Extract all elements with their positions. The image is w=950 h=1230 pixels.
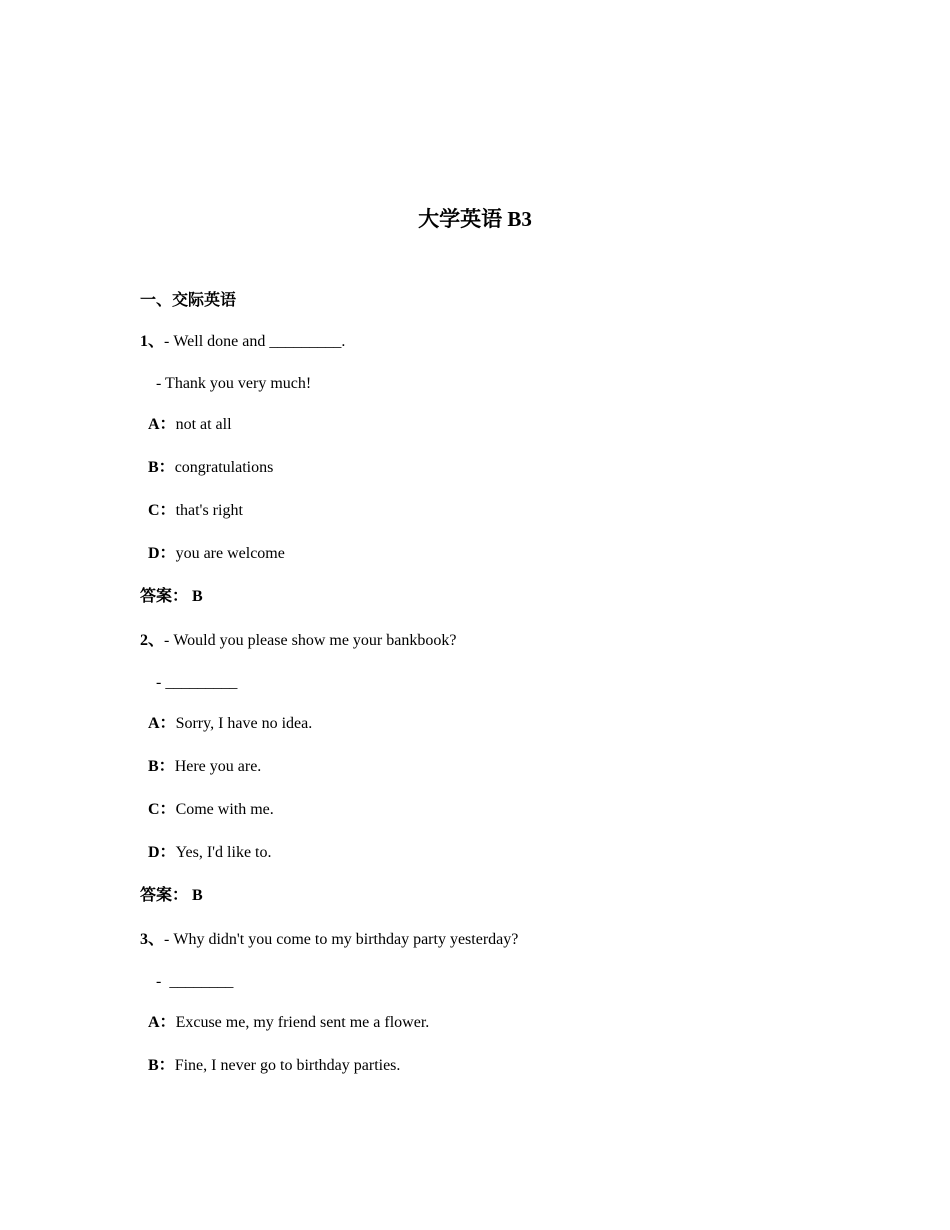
option-b: [148, 457, 273, 479]
option-label: B：: [148, 459, 175, 476]
question-number: 1、: [140, 333, 165, 350]
question-1: [140, 331, 345, 353]
option-text: that's right: [175, 502, 243, 519]
question-prompt: - Would you please show me your bankbook?: [164, 632, 457, 649]
option-b: [148, 756, 261, 778]
question-number: 3、: [140, 931, 165, 948]
question-reply: - ________: [156, 973, 234, 990]
answer-line: [140, 885, 203, 907]
option-b: [148, 1055, 400, 1077]
option-text: Here you are.: [174, 758, 262, 775]
option-d: [148, 543, 285, 565]
document-title: 大学英语 B3: [418, 207, 532, 231]
option-label: A：: [148, 1014, 176, 1031]
section-heading: 一、交际英语: [140, 292, 237, 309]
option-c: [148, 799, 274, 821]
question-2: [140, 630, 456, 652]
option-d: [148, 842, 272, 864]
option-a: [148, 713, 312, 735]
option-label: D：: [148, 844, 176, 861]
option-text: Excuse me, my friend sent me a flower.: [175, 1014, 430, 1031]
answer-value: B: [192, 588, 203, 605]
option-label: C：: [148, 502, 176, 519]
option-label: D：: [148, 545, 176, 562]
option-label: A：: [148, 715, 176, 732]
option-c: [148, 500, 243, 522]
option-text: Sorry, I have no idea.: [175, 715, 313, 732]
question-prompt: - Well done and _________.: [164, 333, 346, 350]
question-prompt: - Why didn't you come to my birthday party yesterday?: [164, 931, 519, 948]
option-label: B：: [148, 758, 175, 775]
option-a: [148, 414, 232, 436]
question-number: 2、: [140, 632, 165, 649]
option-text: Yes, I'd like to.: [175, 844, 272, 861]
answer-label: 答案：: [140, 887, 189, 904]
option-text: you are welcome: [175, 545, 285, 562]
option-text: not at all: [175, 416, 232, 433]
question-3: [140, 929, 518, 951]
option-label: B：: [148, 1057, 175, 1074]
answer-label: 答案：: [140, 588, 189, 605]
option-text: Come with me.: [175, 801, 274, 818]
option-text: Fine, I never go to birthday parties.: [174, 1057, 401, 1074]
option-a: [148, 1012, 429, 1034]
option-label: C：: [148, 801, 176, 818]
question-reply: - _________: [156, 674, 238, 691]
answer-line: [140, 586, 203, 608]
option-text: congratulations: [174, 459, 274, 476]
option-label: A：: [148, 416, 176, 433]
question-reply: - Thank you very much!: [156, 375, 312, 392]
answer-value: B: [192, 887, 203, 904]
